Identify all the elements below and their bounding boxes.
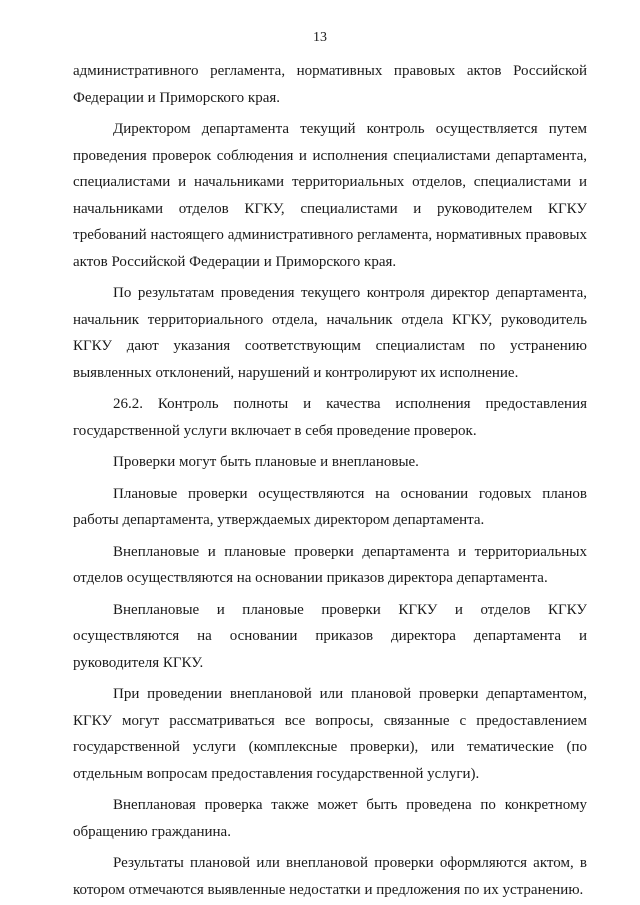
paragraph-department-checks: Внеплановые и плановые проверки департамента и территориальных отделов осуществляются на основании приказов директора департамента. bbox=[73, 543, 587, 586]
paragraph-continuation: административного регламента, нормативных правовых актов Российской Федерации и Приморского края. bbox=[73, 63, 587, 106]
paragraph-check-types: Проверки могут быть плановые и внеплановые. bbox=[113, 454, 419, 470]
document-body bbox=[73, 58, 587, 903]
paragraph-kgku-checks: Внеплановые и плановые проверки КГКУ и отделов КГКУ осуществляются на основании приказов директора департамента и руководителя КГКУ. bbox=[73, 601, 587, 671]
page-number: 13 bbox=[313, 30, 327, 45]
paragraph-check-scope: При проведении внеплановой или плановой проверки департаментом, КГКУ могут рассматриваться все вопросы, связанные с предоставлением государственной услуги (комплексные проверки), или тематические (по отдельным вопросам предоставления государственной услуги). bbox=[73, 686, 587, 782]
paragraph-planned-checks: Плановые проверки осуществляются на основании годовых планов работы департамента, утверждаемых директором департамента. bbox=[73, 485, 587, 528]
paragraph-citizen-request: Внеплановая проверка также может быть проведена по конкретному обращению гражданина. bbox=[73, 797, 587, 840]
paragraph-director-control: Директором департамента текущий контроль осуществляется путем проведения проверок соблюдения и исполнения специалистами департамента, специалистами и начальниками территориальных отделов, специалистами и начальниками отделов КГКУ, специалистами и руководителем КГКУ требований настоящего административного регламента, нормативных правовых актов Российской Федерации и Приморского края. bbox=[73, 121, 587, 270]
paragraph-control-results: По результатам проведения текущего контроля директор департамента, начальник территориального отдела, начальник отдела КГКУ, руководитель КГКУ дают указания соответствующим специалистам по устранению выявленных отклонений, нарушений и контролируют их исполнение. bbox=[73, 285, 587, 381]
paragraph-26-2: 26.2. Контроль полноты и качества исполнения предоставления государственной услуги включает в себя проведение проверок. bbox=[73, 396, 587, 439]
paragraph-check-results: Результаты плановой или внеплановой проверки оформляются актом, в котором отмечаются выявленные недостатки и предложения по их устранению. bbox=[73, 855, 587, 898]
